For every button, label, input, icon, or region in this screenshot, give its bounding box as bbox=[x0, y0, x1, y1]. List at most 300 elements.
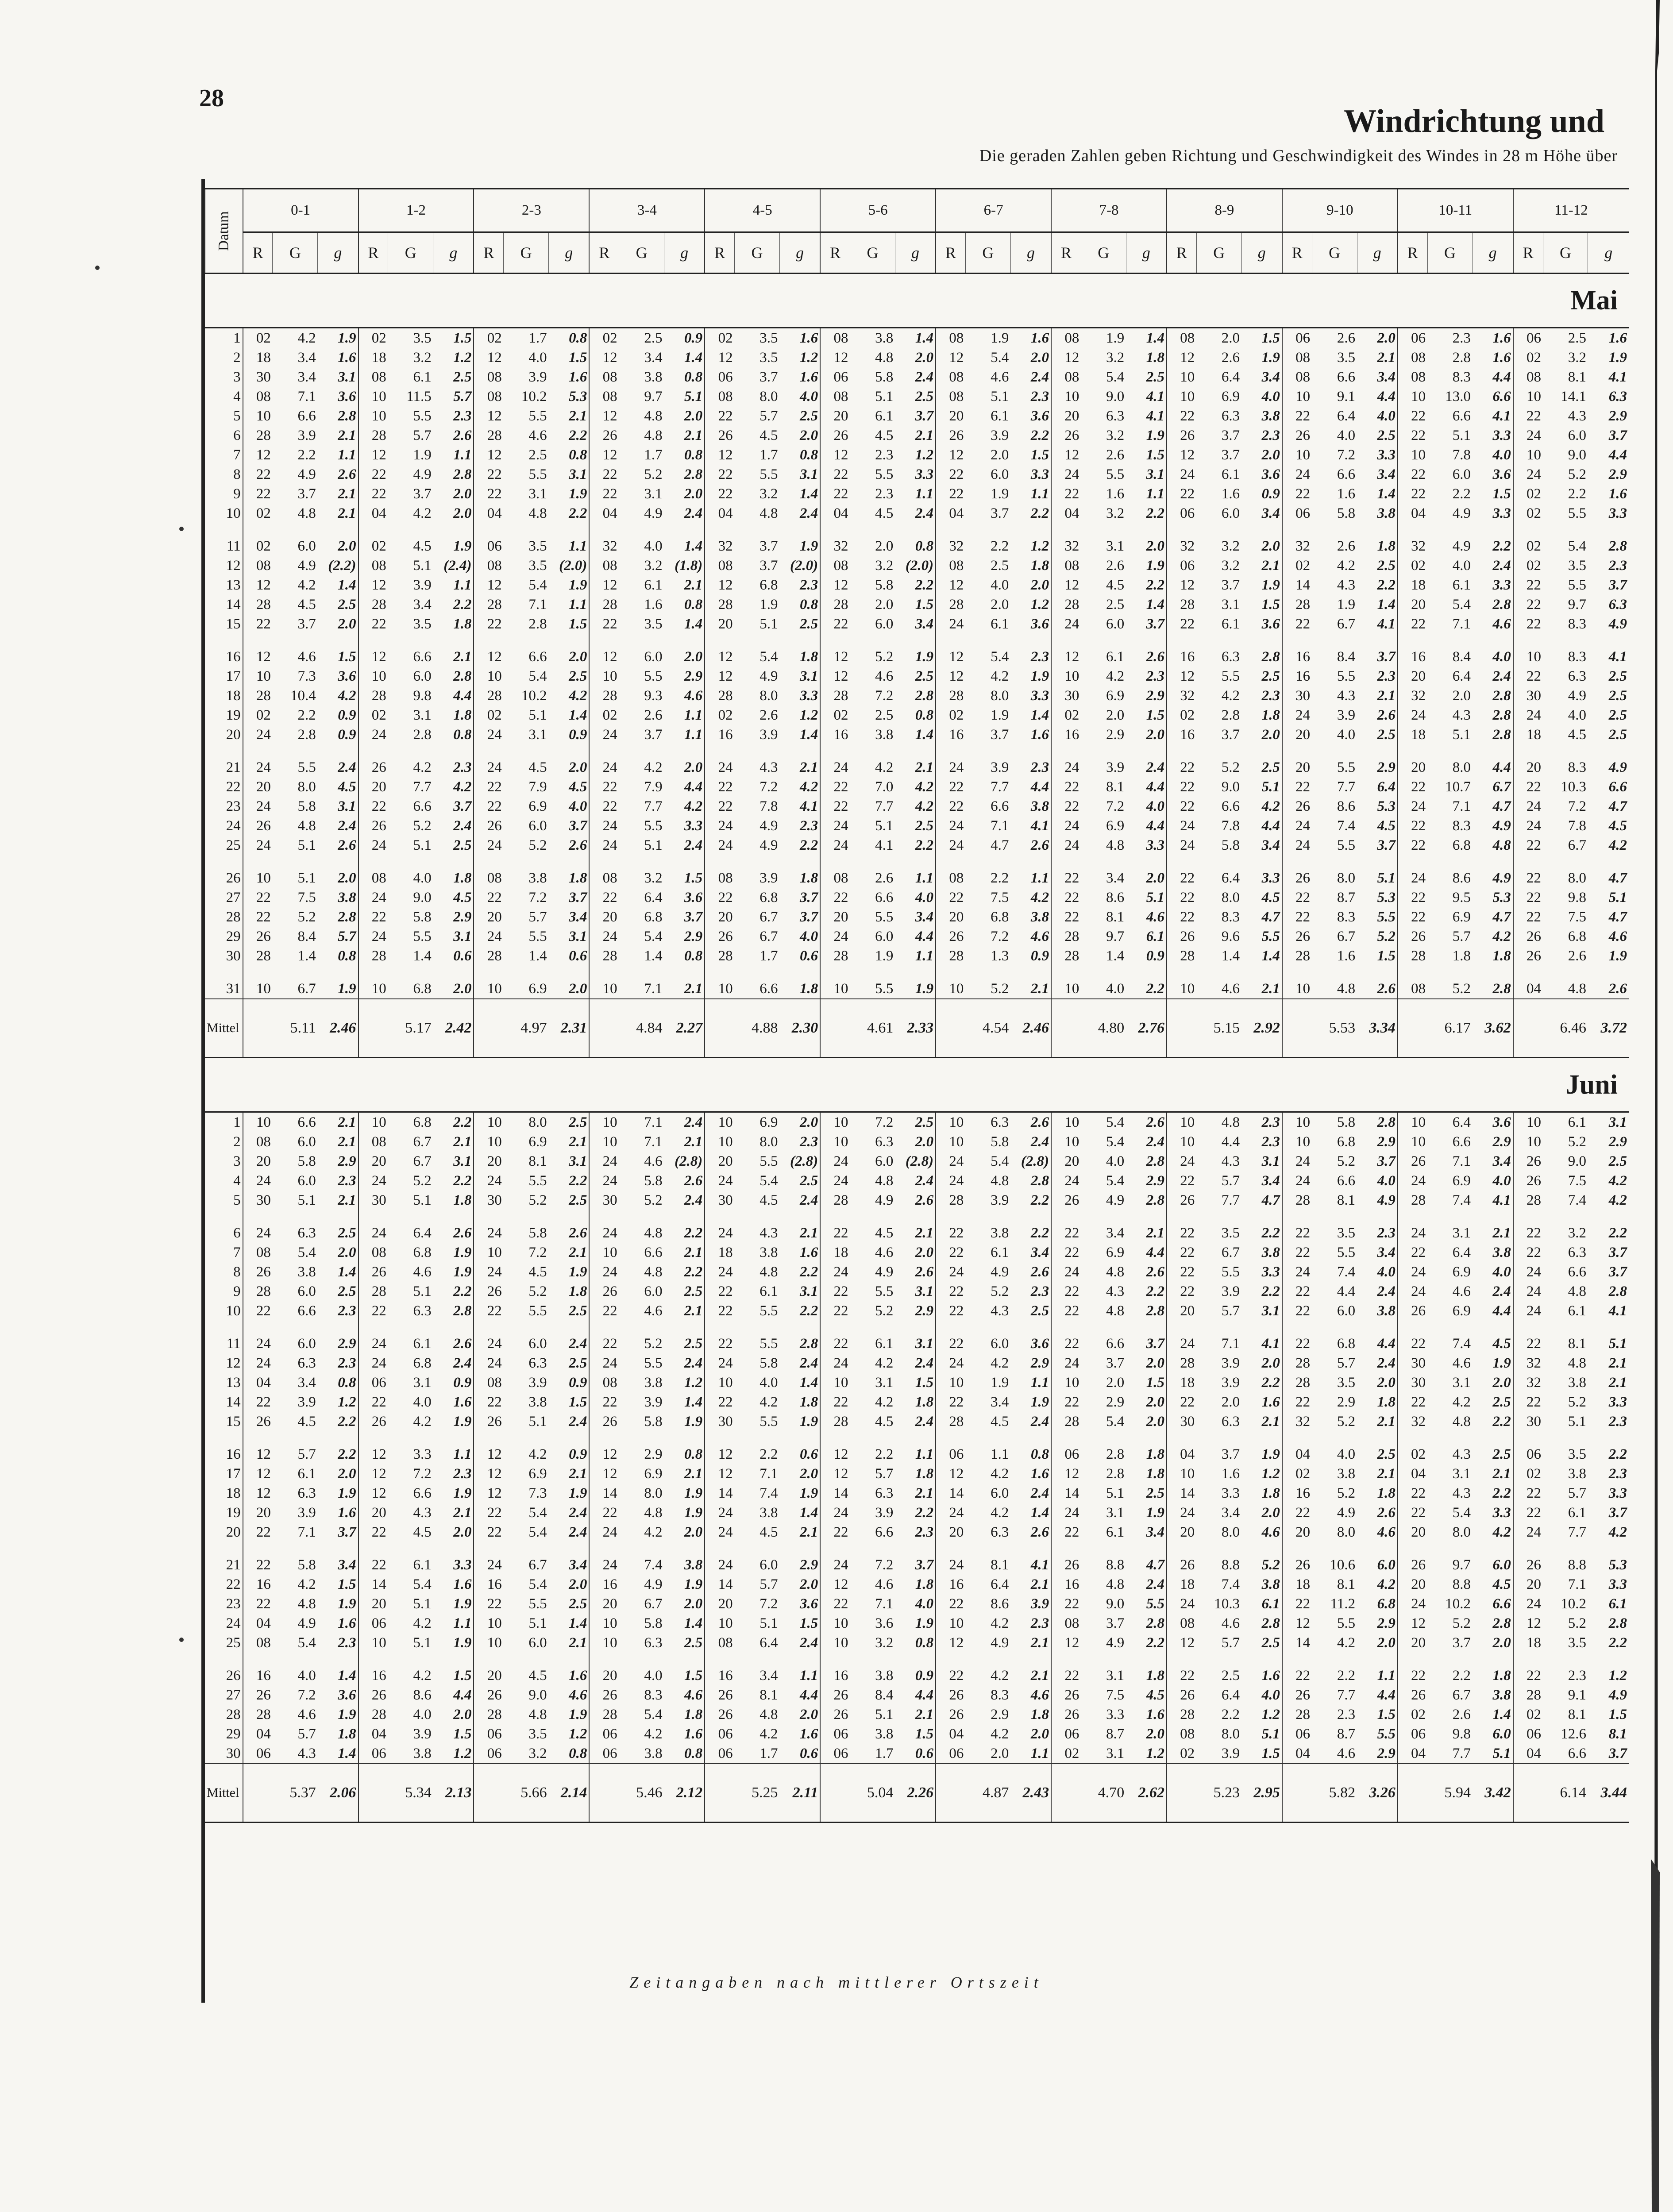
direction-cell: 22 bbox=[1398, 426, 1427, 445]
ground-speed-cell: 4.6 bbox=[684, 687, 703, 704]
ground-speed-cell: 2.1 bbox=[684, 427, 703, 443]
speed-cell: 3.8 bbox=[413, 1745, 432, 1761]
direction-cell: 08 bbox=[1167, 1614, 1196, 1633]
speed-cell: 2.6 bbox=[875, 870, 894, 886]
ground-speed-cell: 3.6 bbox=[1492, 466, 1511, 482]
direction-cell: 22 bbox=[1167, 888, 1196, 907]
hour-header: 7-8 bbox=[1051, 189, 1167, 232]
speed-cell: 3.2 bbox=[413, 349, 432, 366]
direction-cell: 24 bbox=[1513, 705, 1543, 725]
direction-cell: 24 bbox=[1051, 1503, 1081, 1522]
direction-cell: 28 bbox=[1051, 946, 1081, 966]
speed-cell: 5.2 bbox=[991, 1283, 1009, 1299]
speed-cell: 7.1 bbox=[644, 1133, 663, 1150]
direction-cell: 24 bbox=[474, 1542, 503, 1575]
direction-cell: 22 bbox=[474, 1392, 503, 1412]
speed-cell: 5.1 bbox=[528, 707, 547, 723]
speed-cell: 7.2 bbox=[413, 1465, 432, 1482]
day-number: 4 bbox=[233, 1172, 241, 1189]
ground-speed-cell: 5.5 bbox=[1377, 1726, 1395, 1742]
speed-cell: 5.2 bbox=[644, 1335, 663, 1352]
direction-cell: 10 bbox=[1167, 966, 1196, 999]
ground-speed-cell: 2.8 bbox=[1377, 1114, 1395, 1130]
ground-speed-cell: 0.8 bbox=[684, 447, 703, 463]
speed-cell: 4.5 bbox=[875, 1413, 894, 1430]
speed-cell: 6.7 bbox=[297, 980, 316, 997]
speed-cell: 6.4 bbox=[413, 1225, 432, 1241]
direction-cell: 20 bbox=[474, 1653, 503, 1685]
speed-cell: 8.6 bbox=[413, 1687, 432, 1703]
ground-speed-cell: 4.7 bbox=[1608, 870, 1627, 886]
day-number: 31 bbox=[226, 980, 241, 997]
ground-speed-cell: 4.2 bbox=[915, 778, 934, 795]
ground-speed-cell: 4.6 bbox=[1261, 1524, 1280, 1540]
direction-cell: 28 bbox=[243, 686, 273, 705]
ground-speed-cell: 3.1 bbox=[799, 668, 818, 684]
ground-speed-cell: 6.6 bbox=[1492, 1595, 1511, 1612]
speed-cell: 7.7 bbox=[1568, 1524, 1586, 1540]
ground-speed-cell: 2.8 bbox=[453, 466, 472, 482]
ground-speed-cell: 4.2 bbox=[1261, 798, 1280, 814]
col-gg-header: g bbox=[1241, 232, 1282, 274]
direction-cell: 02 bbox=[589, 328, 619, 348]
ground-speed-cell: 1.8 bbox=[1377, 1394, 1395, 1410]
direction-cell: 04 bbox=[243, 1373, 273, 1392]
ground-speed-cell: 3.3 bbox=[453, 1557, 472, 1573]
ground-speed-cell: 3.7 bbox=[338, 1524, 356, 1540]
direction-cell: 06 bbox=[1051, 1724, 1081, 1744]
ground-speed-cell: 2.2 bbox=[338, 1446, 356, 1462]
direction-cell: 28 bbox=[474, 686, 503, 705]
direction-cell: 10 bbox=[243, 406, 273, 426]
ground-speed-cell: 1.9 bbox=[569, 486, 587, 502]
direction-cell: 10 bbox=[589, 1243, 619, 1262]
ground-speed-cell: 2.3 bbox=[799, 1133, 818, 1150]
direction-cell: 06 bbox=[243, 1744, 273, 1764]
mean-ground-speed-cell: 2.06 bbox=[318, 1764, 358, 1823]
day-number: 6 bbox=[233, 427, 241, 443]
ground-speed-cell: 5.3 bbox=[1377, 798, 1395, 814]
direction-cell: 22 bbox=[1398, 484, 1427, 504]
ground-speed-cell: 5.2 bbox=[1261, 1557, 1280, 1573]
ground-speed-cell: 1.1 bbox=[338, 447, 356, 463]
ground-speed-cell: 3.7 bbox=[684, 909, 703, 925]
speed-cell: 3.7 bbox=[297, 616, 316, 632]
speed-cell: 6.0 bbox=[875, 1153, 894, 1169]
ground-speed-cell: 2.4 bbox=[453, 817, 472, 834]
ground-speed-cell: 1.9 bbox=[915, 1615, 934, 1631]
ground-speed-cell: 2.0 bbox=[569, 1576, 587, 1592]
ground-speed-cell: 2.0 bbox=[1030, 349, 1049, 366]
speed-cell: 6.1 bbox=[991, 616, 1009, 632]
speed-cell: 8.6 bbox=[1337, 798, 1356, 814]
ground-speed-cell: 2.5 bbox=[569, 1192, 587, 1208]
speed-cell: 4.5 bbox=[759, 1524, 778, 1540]
ground-speed-cell: 2.0 bbox=[1492, 1634, 1511, 1651]
speed-cell: 6.3 bbox=[1568, 1244, 1586, 1260]
ground-speed-cell: 4.2 bbox=[1030, 889, 1049, 906]
direction-cell: 20 bbox=[1398, 667, 1427, 686]
ground-speed-cell: 2.3 bbox=[1146, 668, 1164, 684]
speed-cell: 6.0 bbox=[759, 1557, 778, 1573]
ground-speed-cell: 0.9 bbox=[338, 726, 356, 743]
direction-cell: 26 bbox=[1282, 797, 1312, 816]
table-row bbox=[205, 1321, 1629, 1353]
speed-cell: 4.1 bbox=[875, 837, 894, 853]
ground-speed-cell: 1.2 bbox=[799, 349, 818, 366]
direction-cell: 08 bbox=[1282, 367, 1312, 387]
direction-cell: 28 bbox=[820, 686, 850, 705]
speed-cell: 6.6 bbox=[1221, 798, 1240, 814]
ground-speed-cell: 1.2 bbox=[1261, 1706, 1280, 1723]
direction-cell: 08 bbox=[820, 328, 850, 348]
ground-speed-cell: 1.8 bbox=[684, 1706, 703, 1723]
ground-speed-cell: 2.6 bbox=[569, 837, 587, 853]
speed-cell: 2.0 bbox=[991, 596, 1009, 613]
speed-cell: 5.4 bbox=[759, 1172, 778, 1189]
speed-cell: 3.7 bbox=[1221, 1446, 1240, 1462]
ground-speed-cell: 0.9 bbox=[569, 1374, 587, 1391]
speed-cell: 7.7 bbox=[1337, 778, 1356, 795]
mean-direction-cell bbox=[1398, 1764, 1427, 1823]
ground-speed-cell: 2.3 bbox=[1261, 427, 1280, 443]
direction-cell: 22 bbox=[1398, 1321, 1427, 1353]
ground-speed-cell: 4.7 bbox=[1492, 909, 1511, 925]
speed-cell: 4.3 bbox=[991, 1303, 1009, 1319]
direction-cell: 18 bbox=[1167, 1373, 1196, 1392]
ground-speed-cell: 4.1 bbox=[1030, 817, 1049, 834]
speed-cell: 6.1 bbox=[875, 408, 894, 424]
ground-speed-cell: 1.1 bbox=[1030, 1374, 1049, 1391]
ground-speed-cell: 2.8 bbox=[1146, 1615, 1164, 1631]
direction-cell: 22 bbox=[705, 484, 734, 504]
ground-speed-cell: 4.5 bbox=[338, 778, 356, 795]
ground-speed-cell: 0.8 bbox=[915, 1634, 934, 1651]
direction-cell: 28 bbox=[820, 595, 850, 614]
table-row bbox=[205, 1542, 1629, 1575]
speed-cell: 1.7 bbox=[759, 447, 778, 463]
speed-cell: 9.7 bbox=[1452, 1557, 1471, 1573]
speed-cell: 4.6 bbox=[1452, 1283, 1471, 1299]
direction-cell: 20 bbox=[820, 406, 850, 426]
ground-speed-cell: 2.0 bbox=[569, 980, 587, 997]
speed-cell: 6.4 bbox=[1452, 1114, 1471, 1130]
speed-cell: 2.2 bbox=[1568, 486, 1586, 502]
direction-cell: 24 bbox=[1167, 1594, 1196, 1614]
direction-cell: 16 bbox=[243, 1653, 273, 1685]
mean-speed-cell: 6.17 bbox=[1427, 999, 1473, 1058]
direction-cell: 10 bbox=[936, 1614, 965, 1633]
ground-speed-cell: 2.5 bbox=[1608, 687, 1627, 704]
ground-speed-cell: 2.9 bbox=[338, 1335, 356, 1352]
direction-cell: 22 bbox=[820, 484, 850, 504]
speed-cell: 3.5 bbox=[759, 349, 778, 366]
direction-cell: 22 bbox=[1282, 1392, 1312, 1412]
ground-speed-cell: 2.5 bbox=[684, 1283, 703, 1299]
speed-cell: 6.7 bbox=[413, 1153, 432, 1169]
speed-cell: 4.0 bbox=[413, 1394, 432, 1410]
speed-cell: 4.7 bbox=[991, 837, 1009, 853]
speed-cell: 2.9 bbox=[1106, 726, 1125, 743]
ground-speed-cell: 8.1 bbox=[1608, 1726, 1627, 1742]
direction-cell: 22 bbox=[936, 1653, 965, 1685]
speed-cell: 2.8 bbox=[1452, 349, 1471, 366]
ground-speed-cell: 4.2 bbox=[1377, 1576, 1395, 1592]
table-row bbox=[205, 1243, 1629, 1262]
ground-speed-cell: 4.7 bbox=[1608, 909, 1627, 925]
direction-cell: 26 bbox=[474, 1685, 503, 1705]
speed-cell: 3.7 bbox=[759, 369, 778, 385]
ground-speed-cell: 6.1 bbox=[1261, 1595, 1280, 1612]
direction-cell: 16 bbox=[243, 1575, 273, 1594]
speed-cell: 4.2 bbox=[644, 759, 663, 775]
direction-cell: 28 bbox=[358, 946, 388, 966]
direction-cell: 12 bbox=[820, 667, 850, 686]
speed-cell: 4.6 bbox=[1337, 1745, 1356, 1761]
direction-cell: 26 bbox=[358, 1412, 388, 1431]
speed-cell: 5.1 bbox=[875, 1706, 894, 1723]
direction-cell: 24 bbox=[705, 1262, 734, 1282]
ground-speed-cell: 2.6 bbox=[453, 427, 472, 443]
direction-cell: 26 bbox=[243, 1685, 273, 1705]
speed-cell: 2.5 bbox=[991, 557, 1009, 574]
hour-header: 11-12 bbox=[1513, 189, 1629, 232]
speed-cell: 5.7 bbox=[1568, 1485, 1586, 1501]
col-r-header: R bbox=[589, 232, 619, 274]
ground-speed-cell: 2.2 bbox=[453, 596, 472, 613]
direction-cell: 24 bbox=[589, 927, 619, 946]
ground-speed-cell: 1.4 bbox=[569, 1615, 587, 1631]
table-row bbox=[205, 1353, 1629, 1373]
direction-cell: 02 bbox=[936, 705, 965, 725]
ground-speed-cell: 0.8 bbox=[569, 1745, 587, 1761]
direction-cell: 28 bbox=[820, 946, 850, 966]
speed-cell: 6.1 bbox=[991, 1244, 1009, 1260]
ground-speed-cell: 1.9 bbox=[799, 1413, 818, 1430]
day-number: 29 bbox=[226, 928, 241, 944]
direction-cell: 12 bbox=[936, 634, 965, 667]
ground-speed-cell: 2.0 bbox=[1146, 538, 1164, 554]
direction-cell: 32 bbox=[1398, 523, 1427, 556]
speed-cell: 2.2 bbox=[297, 707, 316, 723]
day-number: 24 bbox=[226, 817, 241, 834]
ground-speed-cell: 1.4 bbox=[1492, 1706, 1511, 1723]
ground-speed-cell: 2.1 bbox=[1608, 1355, 1627, 1371]
speed-cell: 7.4 bbox=[1337, 817, 1356, 834]
ground-speed-cell: 1.9 bbox=[338, 980, 356, 997]
direction-cell: 12 bbox=[936, 445, 965, 465]
speed-cell: 8.8 bbox=[1221, 1557, 1240, 1573]
direction-cell: 22 bbox=[1398, 1503, 1427, 1522]
ground-speed-cell: 1.8 bbox=[799, 1394, 818, 1410]
ground-speed-cell: 2.9 bbox=[1608, 1133, 1627, 1150]
hour-header: 2-3 bbox=[474, 189, 589, 232]
ground-speed-cell: 2.1 bbox=[684, 1133, 703, 1150]
direction-cell: 24 bbox=[1051, 1353, 1081, 1373]
ground-speed-cell: 3.1 bbox=[569, 466, 587, 482]
ground-speed-cell: 3.4 bbox=[1377, 369, 1395, 385]
direction-cell: 16 bbox=[820, 1653, 850, 1685]
speed-cell: 5.5 bbox=[644, 668, 663, 684]
speed-cell: 8.8 bbox=[1452, 1576, 1471, 1592]
ground-speed-cell: 5.2 bbox=[1377, 928, 1395, 944]
speed-cell: 6.1 bbox=[1106, 1524, 1125, 1540]
direction-cell: 08 bbox=[243, 387, 273, 406]
direction-cell: 22 bbox=[1513, 1484, 1543, 1503]
speed-cell: 9.0 bbox=[1106, 388, 1125, 405]
hour-header: 10-11 bbox=[1398, 189, 1513, 232]
ground-speed-cell: 1.8 bbox=[1261, 1485, 1280, 1501]
direction-cell: 22 bbox=[589, 888, 619, 907]
speed-cell: 1.4 bbox=[297, 948, 316, 964]
ground-speed-cell: 0.9 bbox=[1261, 486, 1280, 502]
direction-cell: 24 bbox=[589, 725, 619, 744]
speed-cell: 4.2 bbox=[297, 330, 316, 346]
direction-cell: 22 bbox=[936, 1301, 965, 1321]
ground-speed-cell: 5.1 bbox=[1492, 1745, 1511, 1761]
direction-cell: 20 bbox=[1051, 406, 1081, 426]
speed-cell: 3.1 bbox=[1221, 596, 1240, 613]
direction-cell: 24 bbox=[1282, 836, 1312, 855]
direction-cell: 12 bbox=[820, 1431, 850, 1464]
direction-cell: 10 bbox=[589, 1132, 619, 1152]
direction-cell: 12 bbox=[820, 348, 850, 367]
ground-speed-cell: 1.9 bbox=[1146, 427, 1164, 443]
direction-cell: 02 bbox=[243, 523, 273, 556]
ground-speed-cell: 0.8 bbox=[799, 447, 818, 463]
ground-speed-cell: 2.3 bbox=[1608, 1465, 1627, 1482]
ground-speed-cell: 1.4 bbox=[799, 486, 818, 502]
direction-cell: 12 bbox=[474, 348, 503, 367]
table-row bbox=[205, 725, 1629, 744]
speed-cell: 2.6 bbox=[1337, 330, 1356, 346]
direction-cell: 24 bbox=[820, 927, 850, 946]
direction-cell: 26 bbox=[589, 426, 619, 445]
ground-speed-cell: 1.5 bbox=[453, 330, 472, 346]
direction-cell: 24 bbox=[243, 1210, 273, 1243]
ground-speed-cell: 5.3 bbox=[1608, 1557, 1627, 1573]
speed-cell: 3.5 bbox=[528, 1726, 547, 1742]
speed-cell: 6.9 bbox=[1106, 1244, 1125, 1260]
day-number: 25 bbox=[226, 1634, 241, 1651]
direction-cell: 12 bbox=[243, 575, 273, 595]
direction-cell: 22 bbox=[1398, 1484, 1427, 1503]
speed-cell: 6.7 bbox=[1221, 1244, 1240, 1260]
speed-cell: 4.3 bbox=[1337, 687, 1356, 704]
direction-cell: 10 bbox=[820, 1614, 850, 1633]
mean-ground-speed-cell: 2.46 bbox=[318, 999, 358, 1058]
ground-speed-cell: 1.4 bbox=[1146, 330, 1164, 346]
speed-cell: 5.5 bbox=[528, 1172, 547, 1189]
direction-cell: 10 bbox=[1398, 387, 1427, 406]
speed-cell: 7.2 bbox=[1568, 798, 1586, 814]
direction-cell: 10 bbox=[243, 667, 273, 686]
ground-speed-cell: 2.6 bbox=[915, 1192, 934, 1208]
ground-speed-cell: 2.9 bbox=[453, 909, 472, 925]
speed-cell: 7.2 bbox=[297, 1687, 316, 1703]
ground-speed-cell: 2.2 bbox=[1146, 1634, 1164, 1651]
ground-speed-cell: 1.8 bbox=[1492, 948, 1511, 964]
direction-cell: 10 bbox=[358, 387, 388, 406]
mean-direction-cell bbox=[1051, 999, 1081, 1058]
direction-cell: 10 bbox=[705, 1112, 734, 1133]
direction-cell: 16 bbox=[358, 1653, 388, 1685]
ground-speed-cell: 2.2 bbox=[569, 1172, 587, 1189]
direction-cell: 28 bbox=[589, 1705, 619, 1724]
direction-cell: 12 bbox=[1167, 667, 1196, 686]
ground-speed-cell: 2.4 bbox=[569, 1524, 587, 1540]
month-name: Juni bbox=[205, 1058, 1629, 1112]
speed-cell: 3.9 bbox=[991, 1192, 1009, 1208]
direction-cell: 16 bbox=[1282, 1484, 1312, 1503]
speed-cell: 4.9 bbox=[991, 1264, 1009, 1280]
ground-speed-cell: 1.8 bbox=[1146, 349, 1164, 366]
ground-speed-cell: 4.4 bbox=[915, 1687, 934, 1703]
direction-cell: 22 bbox=[1282, 1282, 1312, 1301]
ground-speed-cell: 3.4 bbox=[338, 1557, 356, 1573]
mean-speed-cell: 4.88 bbox=[735, 999, 780, 1058]
speed-cell: 7.1 bbox=[1221, 1335, 1240, 1352]
mean-speed-cell: 4.80 bbox=[1081, 999, 1126, 1058]
direction-cell: 20 bbox=[1282, 744, 1312, 777]
ground-speed-cell: 1.1 bbox=[453, 577, 472, 593]
ground-speed-cell: 0.8 bbox=[684, 1745, 703, 1761]
mean-ground-speed-cell: 2.11 bbox=[779, 1764, 820, 1823]
day-number: 5 bbox=[233, 408, 241, 424]
mean-direction-cell bbox=[358, 999, 388, 1058]
speed-cell: 3.5 bbox=[528, 557, 547, 574]
speed-cell: 5.1 bbox=[1452, 726, 1471, 743]
direction-cell: 22 bbox=[1167, 614, 1196, 634]
speed-cell: 7.1 bbox=[991, 817, 1009, 834]
ground-speed-cell: 4.1 bbox=[1608, 369, 1627, 385]
direction-cell: 24 bbox=[1051, 1262, 1081, 1282]
ground-speed-cell: 1.1 bbox=[453, 1446, 472, 1462]
speed-cell: 5.4 bbox=[528, 1504, 547, 1521]
ground-speed-cell: 3.4 bbox=[1261, 505, 1280, 521]
ground-speed-cell: 2.1 bbox=[1030, 980, 1049, 997]
speed-cell: 4.5 bbox=[875, 427, 894, 443]
ground-speed-cell: 6.4 bbox=[1377, 778, 1395, 795]
ground-speed-cell: 1.8 bbox=[1146, 1465, 1164, 1482]
speed-cell: 4.9 bbox=[875, 1192, 894, 1208]
ground-speed-cell: 3.1 bbox=[915, 1283, 934, 1299]
table-row bbox=[205, 348, 1629, 367]
speed-cell: 4.8 bbox=[1106, 1303, 1125, 1319]
speed-cell: 8.6 bbox=[991, 1595, 1009, 1612]
speed-cell: 7.8 bbox=[1221, 817, 1240, 834]
day-number: 7 bbox=[233, 1244, 241, 1260]
speed-cell: 1.9 bbox=[1106, 330, 1125, 346]
speed-cell: 2.6 bbox=[1452, 1706, 1471, 1723]
ground-speed-cell: 1.9 bbox=[799, 538, 818, 554]
ground-speed-cell: 2.2 bbox=[1492, 1413, 1511, 1430]
day-number: 23 bbox=[226, 798, 241, 814]
ground-speed-cell: 2.1 bbox=[915, 1225, 934, 1241]
ground-speed-cell: (2.0) bbox=[905, 557, 934, 574]
mean-speed-cell: 5.82 bbox=[1312, 1764, 1357, 1823]
ground-speed-cell: 5.1 bbox=[1146, 889, 1164, 906]
day-number: 13 bbox=[226, 577, 241, 593]
speed-cell: 4.4 bbox=[1337, 1283, 1356, 1299]
direction-cell: 22 bbox=[1051, 1210, 1081, 1243]
direction-cell: 24 bbox=[705, 1503, 734, 1522]
direction-cell: 12 bbox=[474, 445, 503, 465]
speed-cell: 7.7 bbox=[1337, 1687, 1356, 1703]
direction-cell: 28 bbox=[936, 686, 965, 705]
speed-cell: 4.6 bbox=[644, 1153, 663, 1169]
col-g-header: G bbox=[965, 232, 1010, 274]
